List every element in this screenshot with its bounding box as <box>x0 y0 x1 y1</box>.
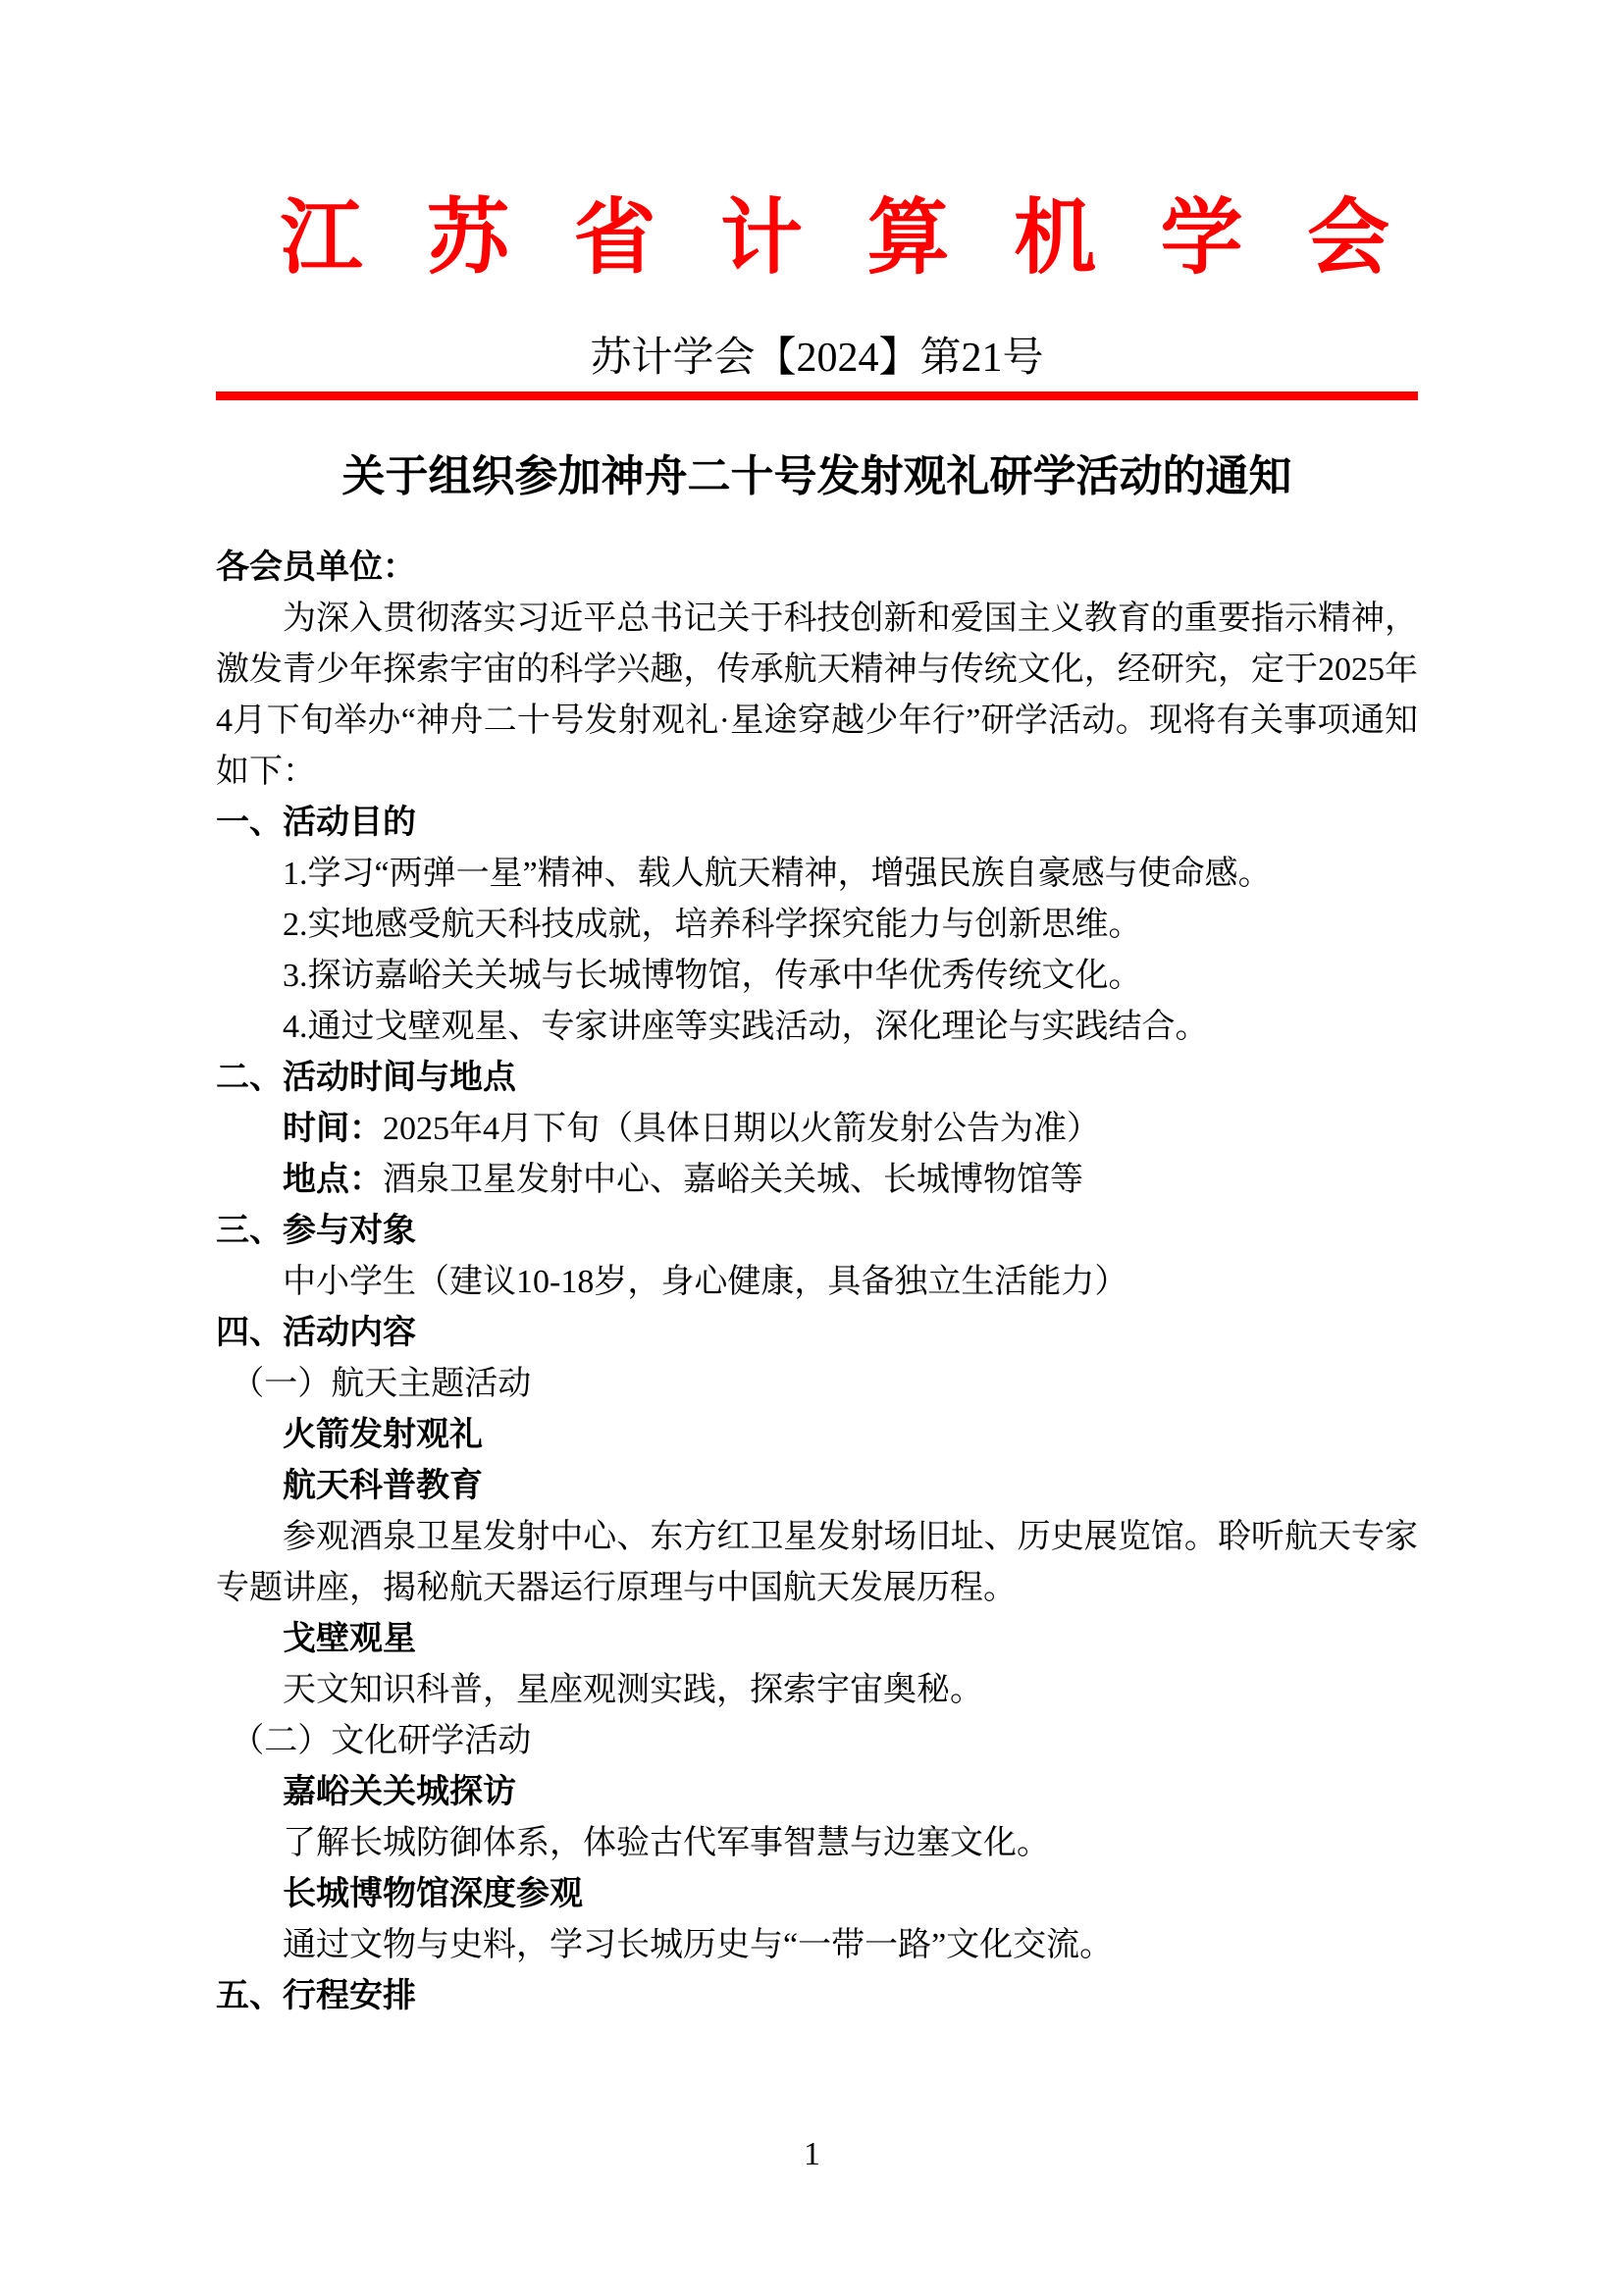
place-row <box>216 1155 1418 1206</box>
section-heading-time-place: 二、活动时间与地点 <box>216 1059 516 1096</box>
salutation: 各会员单位： <box>216 548 416 586</box>
doc-number: 苏计学会【2024】第21号 <box>590 336 1044 382</box>
time-value: 2025年4月下旬（具体日期以火箭发射公告为准） <box>383 1110 1100 1147</box>
place-label: 地点： <box>283 1161 383 1198</box>
time-label: 时间： <box>283 1110 383 1147</box>
document-body <box>216 543 1418 2022</box>
section-heading-objectives: 一、活动目的 <box>216 804 416 841</box>
block-desc-space-education: 参观酒泉卫星发射中心、东方红卫星发射场旧址、历史展览馆。聆听航天专家专题讲座，揭秘航天器运行原理与中国航天发展历程。 <box>216 1518 1418 1606</box>
objective-item: 2.实地感受航天科技成就，培养科学探究能力与创新思维。 <box>283 906 1142 943</box>
red-divider <box>216 391 1418 400</box>
block-desc-jiayuguan: 了解长城防御体系，体验古代军事智慧与边塞文化。 <box>283 1824 1050 1861</box>
org-title: 江苏省计算机学会 <box>280 193 1454 285</box>
block-title-stargazing: 戈壁观星 <box>283 1620 416 1657</box>
block-title-launch-viewing: 火箭发射观礼 <box>283 1416 483 1453</box>
objective-item: 1.学习“两弹一星”精神、载人航天精神，增强民族自豪感与使命感。 <box>283 855 1272 892</box>
block-title-space-education: 航天科普教育 <box>283 1467 483 1504</box>
section-heading-contents: 四、活动内容 <box>216 1314 416 1351</box>
block-title-jiayuguan: 嘉峪关关城探访 <box>283 1773 516 1810</box>
page-number: 1 <box>804 2136 820 2173</box>
subsection-label-culture: （二）文化研学活动 <box>231 1722 532 1759</box>
section-heading-itinerary: 五、行程安排 <box>216 1977 416 2014</box>
intro-paragraph: 为深入贯彻落实习近平总书记关于科技创新和爱国主义教育的重要指示精神，激发青少年探索宇宙的科学兴趣，传承航天精神与传统文化，经研究，定于2025年4月下旬举办“神舟二十号发射观礼·星途穿越少年行”研学活动。现将有关事项通知如下： <box>216 600 1418 790</box>
time-row <box>216 1104 1418 1155</box>
section-heading-participants: 三、参与对象 <box>216 1212 416 1249</box>
place-value: 酒泉卫星发射中心、嘉峪关关城、长城博物馆等 <box>383 1161 1083 1198</box>
objective-item: 3.探访嘉峪关关城与长城博物馆，传承中华优秀传统文化。 <box>283 957 1142 994</box>
doc-title: 关于组织参加神舟二十号发射观礼研学活动的通知 <box>341 451 1292 500</box>
objective-item: 4.通过戈壁观星、专家讲座等实践活动，深化理论与实践结合。 <box>283 1008 1209 1045</box>
block-desc-museum: 通过文物与史料，学习长城历史与“一带一路”文化交流。 <box>283 1926 1114 1963</box>
block-desc-stargazing: 天文知识科普，星座观测实践，探索宇宙奥秘。 <box>283 1671 983 1708</box>
participants-text: 中小学生（建议10-18岁，身心健康，具备独立生活能力） <box>283 1263 1128 1300</box>
subsection-label-space: （一）航天主题活动 <box>231 1365 532 1402</box>
block-title-museum: 长城博物馆深度参观 <box>283 1875 583 1912</box>
